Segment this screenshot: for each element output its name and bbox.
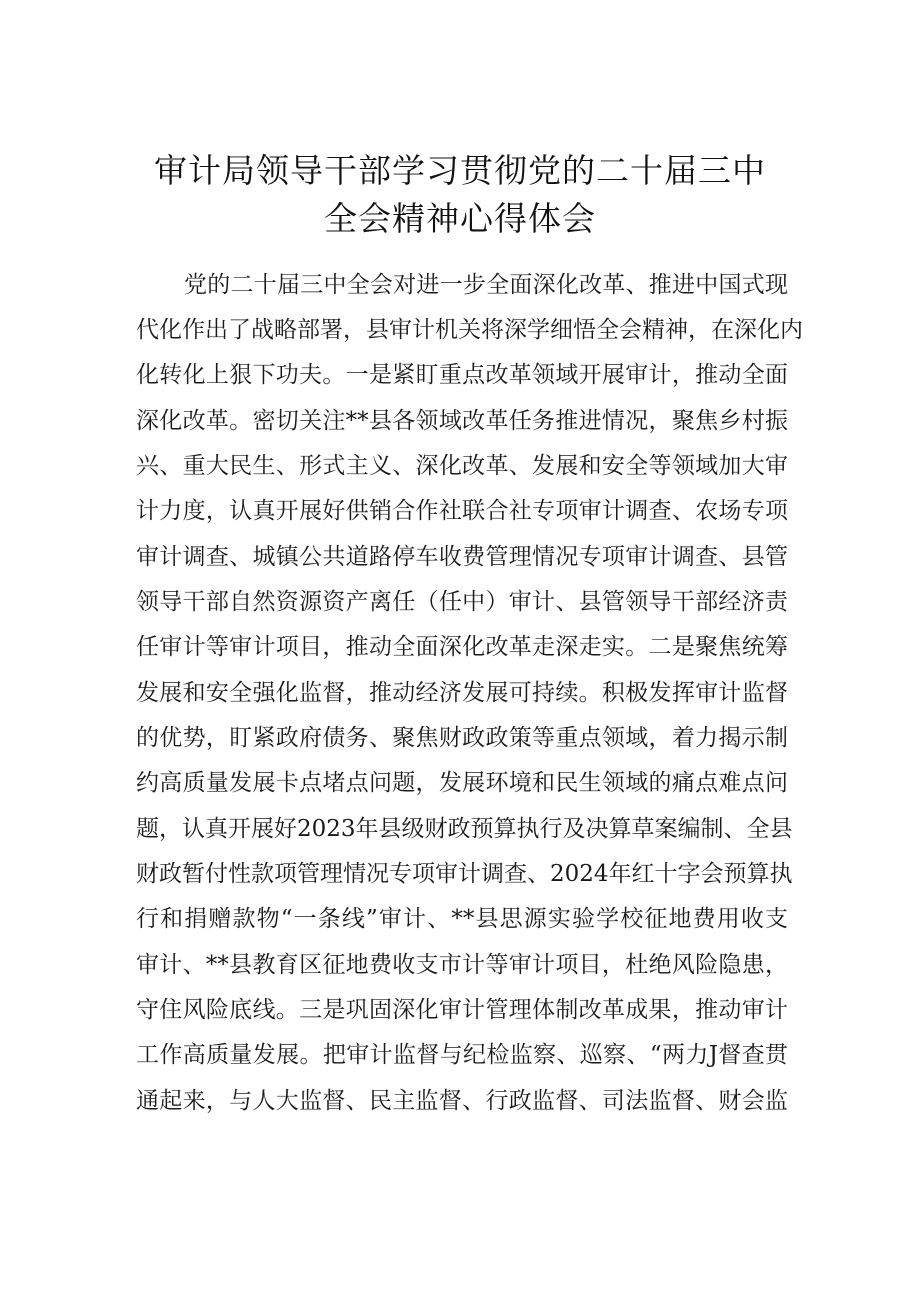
document-title-line-1: 审计局领导干部学习贯彻党的二十届三中 <box>154 151 766 190</box>
body-text-line: 工作高质量发展。把审计监督与纪检监察、巡察、“两力J督查贯 <box>136 1042 788 1068</box>
body-text-line: 约高质量发展卡点堵点问题，发展环境和民生领域的痛点难点问 <box>136 770 788 796</box>
body-text-line: 领导干部自然资源资产离任（任中）审计、县管领导干部经济责 <box>136 589 788 615</box>
body-text-line: 任审计等审计项目，推动全面深化改革走深走实。二是聚焦统筹 <box>136 634 788 660</box>
body-text-line: 守住风险底线。三是巩固深化审计管理体制改革成果，推动审计 <box>136 997 788 1023</box>
body-text-line: 计力度，认真开展好供销合作社联合社专项审计调查、农场专项 <box>136 498 788 524</box>
body-text-line: 发展和安全强化监督，推动经济发展可持续。积极发挥审计监督 <box>136 680 788 706</box>
body-text-line: 审计调查、城镇公共道路停车收费管理情况专项审计调查、县管 <box>136 544 788 570</box>
document-title-line-2: 全会精神心得体会 <box>324 199 596 238</box>
body-text-line: 通起来，与人大监督、民主监督、行政监督、司法监督、财会监 <box>136 1088 788 1114</box>
body-text-line: 兴、重大民生、形式主义、深化改革、发展和安全等领域加大审 <box>136 453 788 479</box>
body-text-line: 题，认真开展好2023年县级财政预算执行及决算草案编制、全县 <box>136 816 793 842</box>
body-text-line: 深化改革。密切关注**县各领域改革任务推进情况，聚焦乡村振 <box>136 408 788 434</box>
body-text-line: 的优势，盯紧政府债务、聚焦财政政策等重点领域，着力揭示制 <box>136 725 788 751</box>
body-text-line: 化转化上狠下功夫。一是紧盯重点改革领域开展审计，推动全面 <box>136 362 788 388</box>
body-text-line: 财政暂付性款项管理情况专项审计调查、2024年红十字会预算执 <box>136 861 793 887</box>
body-text-line: 党的二十届三中全会对进一步全面深化改革、推进中国式现 <box>184 272 788 298</box>
body-text-line: 行和捐赠款物“一条线”审计、**县思源实验学校征地费用收支 <box>136 906 788 932</box>
body-text-line: 审计、**县教育区征地费收支市计等审计项目，杜绝风险隐患， <box>136 952 788 978</box>
body-text-line: 代化作出了战略部署，县审计机关将深学细悟全会精神，在深化内 <box>136 317 803 343</box>
